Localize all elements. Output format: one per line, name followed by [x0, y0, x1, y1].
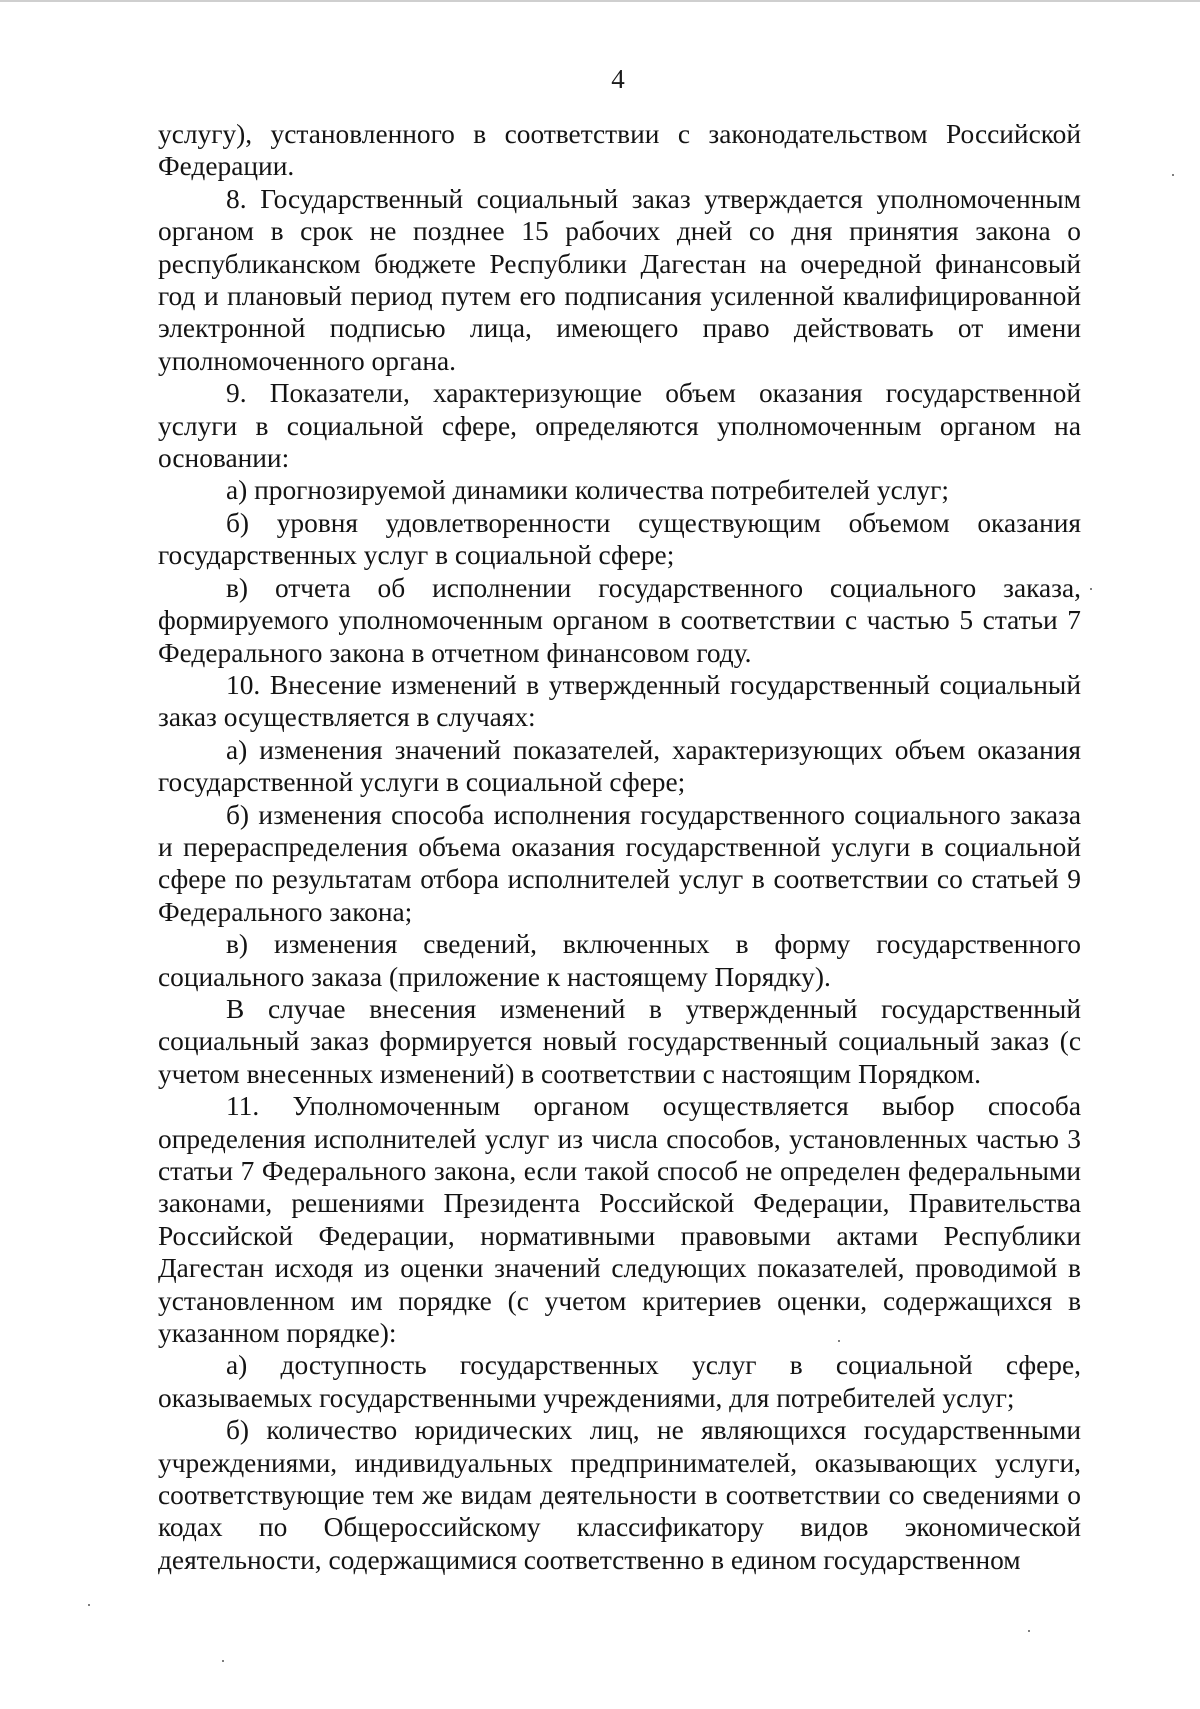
paragraph-11-b: б) количество юридических лиц, не являющихся государственными учреждениями, индивидуальных предпринимателей, оказывающих услуги, соответствующие тем же видам деятельности в соответствии со сведениями о кодах по Общероссийскому классификатору видов экономической деятельности, содержащимися соответственно в едином государственном	[158, 1415, 1081, 1575]
scan-speck	[1172, 174, 1174, 176]
paragraph-11-a: а) доступность государственных услуг в социальной сфере, оказываемых государственными учреждениями, для потребителей услуг;	[158, 1350, 1081, 1413]
paragraph-9-a: а) прогнозируемой динамики количества потребителей услуг;	[226, 475, 949, 506]
paragraph-11: 11. Уполномоченным органом осуществляется выбор способа определения исполнителей услуг из числа способов, установленных частью 3 статьи 7 Федерального закона, если такой способ не определен федеральными законами, решениями Президента Российской Федерации, Правительства Российской Федерации, нормативными правовыми актами Республики Дагестан исходя из оценки значений следующих показателей, проводимой в установленном им порядке (с учетом критериев оценки, содержащихся в указанном порядке):	[158, 1091, 1081, 1349]
paragraph-10: 10. Внесение изменений в утвержденный государственный социальный заказ осуществляется в случаях:	[158, 669, 1081, 733]
scan-speck	[88, 1604, 90, 1606]
paragraph-continuation: услугу), установленного в соответствии с законодательством Российской Федерации.	[158, 119, 1081, 182]
paragraph-10-note: В случае внесения изменений в утвержденный государственный социальный заказ формируется новый государственный социальный заказ (с учетом внесенных изменений) в соответствии с настоящим Порядком.	[158, 993, 1081, 1089]
document-body	[158, 118, 1081, 1576]
paragraph-9-v: в) отчета об исполнении государственного социального заказа, формируемого уполномоченным органом в соответствии с частью 5 статьи 7 Федерального закона в отчетном финансовом году.	[158, 572, 1081, 668]
scan-speck	[222, 1660, 224, 1662]
paragraph-9-b: б) уровня удовлетворенности существующим объемом оказания государственных услуг в социальной сфере;	[158, 507, 1081, 571]
scan-speck	[1028, 1630, 1030, 1632]
scan-speck	[1090, 588, 1092, 590]
paragraph-10-v: в) изменения сведений, включенных в форму государственного социального заказа (приложение к настоящему Порядку).	[158, 929, 1081, 992]
paragraph-9: 9. Показатели, характеризующие объем оказания государственной услуги в социальной сфере, определяются уполномоченным органом на основании:	[158, 378, 1081, 474]
paragraph-8: 8. Государственный социальный заказ утверждается уполномоченным органом в срок не позднее 15 рабочих дней со дня принятия закона о республиканском бюджете Республики Дагестан на очередной финансовый год и плановый период путем его подписания усиленной квалифицированной электронной подписью лица, имеющего право действовать от имени уполномоченного органа.	[158, 183, 1081, 376]
page-number: 4	[611, 64, 625, 94]
paragraph-10-b: б) изменения способа исполнения государственного социального заказа и перераспределения объема оказания государственной услуги в социальной сфере по результатам отбора исполнителей услуг в соответствии со статьей 9 Федерального закона;	[158, 799, 1081, 927]
scan-speck	[838, 1340, 840, 1342]
scan-top-edge	[0, 0, 1200, 2]
paragraph-10-a: а) изменения значений показателей, характеризующих объем оказания государственной услуги в социальной сфере;	[158, 734, 1081, 798]
